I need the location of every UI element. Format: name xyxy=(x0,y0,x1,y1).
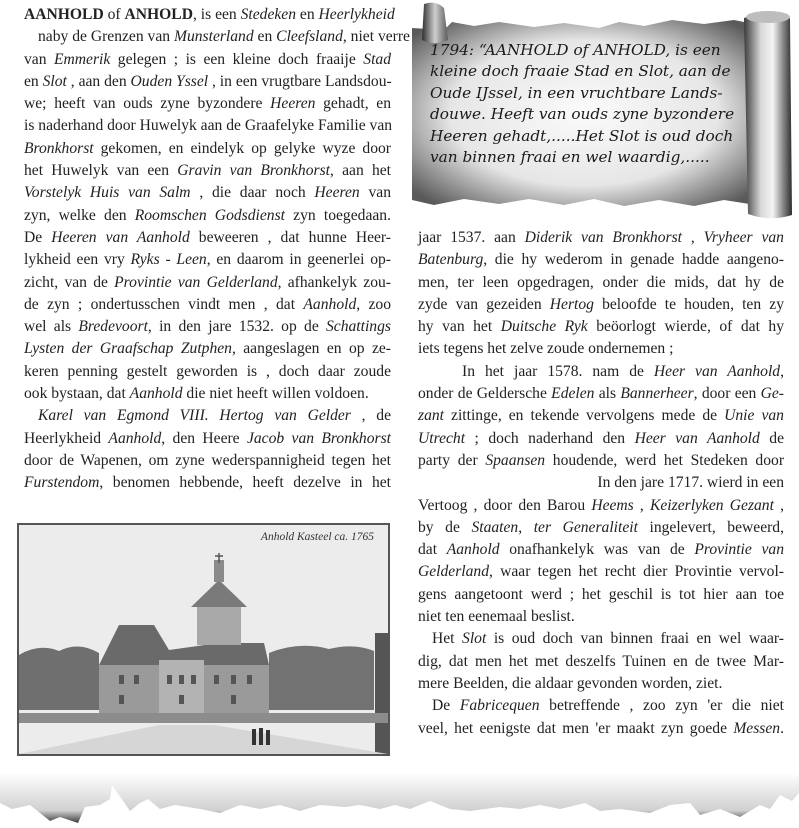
text-line: De Heeren van Aanhold beweeren , dat hunne Heer- xyxy=(24,228,391,246)
text-line: In den jare 1717. wierd in een xyxy=(597,474,784,492)
text-line: iets tegens het zelve zoude ondernemen ; xyxy=(418,340,674,358)
text-line: en Slot , aan den Ouden Yssel , in een vrugtbare Landsdou- xyxy=(24,72,392,90)
text-line: zyn, welke den Roomschen Godsdienst zyn toegedaan. xyxy=(24,206,391,224)
text-line: zicht, van de Provintie van Gelderland, afhankelyk zou- xyxy=(24,273,391,291)
text-line: In het jaar 1578. nam de Heer van Aanhold, xyxy=(462,362,785,380)
quote-line: Oude IJssel, in een vruchtbare Lands- xyxy=(430,83,723,102)
text-line: zyde van gezeiden Hertog beloofde te houden, ten zy xyxy=(418,295,784,313)
text-line: Furstendom, benomen hebbende, heeft dezelve in het xyxy=(24,474,391,492)
text-line: mere Beelden, die aldaar gevonden worden, ziet. xyxy=(418,674,723,692)
text-line: party der Spaansen houdende, werd het Stedeken door xyxy=(418,451,785,469)
text-line: lykheid een vry Ryks - Leen, en daarom in geenerlei op- xyxy=(24,251,391,269)
image-caption: Anhold Kasteel ca. 1765 xyxy=(260,531,374,543)
text-line: Heerlykheid Aanhold, den Heere Jacob van Bronkhorst xyxy=(24,429,391,447)
right-text-column xyxy=(418,227,784,740)
torn-paper-edge-decoration xyxy=(0,765,799,828)
quote-line: Heeren gehadt,.....Het Slot is oud doch xyxy=(430,126,734,145)
quote-line: van binnen fraai en wel waardig,..... xyxy=(430,148,710,167)
text-line: men, ter leen opgedragen, onder die mids, dat hy de xyxy=(418,273,784,291)
text-line: ook bystaan, dat Aanhold die niet heeft willen voldoen. xyxy=(24,385,369,403)
quote-line: douwe. Heeft van ouds zyne byzondere xyxy=(430,105,735,124)
text-line: De Fabricequen betreffende , zoo zyn 'er die niet xyxy=(432,697,784,715)
text-line: gens aangetoont werd ; het geschil is tot hier aan toe xyxy=(418,585,784,603)
text-line: veel, het eenigste dat men 'er maakt zyn goede Messen. xyxy=(418,719,784,737)
text-line: dat Aanhold onafhankelyk was van de Provintie van xyxy=(418,541,784,559)
text-line: de zyn ; ondertusschen vindt men , dat Aanhold, zoo xyxy=(24,295,392,313)
text-line: Lysten der Graafschap Zutphen, aangeslagen en op ze- xyxy=(24,340,391,358)
text-line: wel als Bredevoort, in den jare 1532. op de Schattings xyxy=(24,318,391,336)
text-line: keren penning gestelt geworden is , doch daar zoude xyxy=(24,362,391,380)
text-line: onder de Geldersche Edelen als Bannerheer, door een Ge- xyxy=(418,385,784,403)
quote-line: kleine doch fraaie Stad en Slot, aan de xyxy=(430,62,731,81)
text-line: Bronkhorst gekomen, en eindelyk op gelyke wyze door xyxy=(24,139,391,157)
parchment-scroll-quote xyxy=(404,0,797,225)
text-line: Karel van Egmond VIII. Hertog van Gelder , de xyxy=(38,407,391,425)
text-line: van Emmerik gelegen ; is een kleine doch fraaije Stad xyxy=(24,50,391,68)
scroll-quote-text xyxy=(430,40,740,168)
text-line: naby de Grenzen van Munsterland en Cleefsland, niet verre xyxy=(38,28,410,46)
text-line: zant zittinge, en tekende vervolgens mede de Unie van xyxy=(418,407,784,425)
castle-engraving-image xyxy=(17,523,390,756)
text-line: by de Staaten, ter Generaliteit ingelevert, beweerd, xyxy=(418,518,784,536)
text-line: hy van het Duitsche Ryk beöorlogt wierde, of dat hy xyxy=(418,318,785,336)
text-line: we; heeft van ouds zyne byzondere Heeren gehadt, en xyxy=(24,95,392,113)
quote-line: 1794: “AANHOLD of ANHOLD, is een xyxy=(430,41,721,59)
text-line: door de Wapenen, om zyne wederspannigheid tegen het xyxy=(24,451,391,469)
text-line: Vorstelyk Huis van Salm , die daar noch Heeren van xyxy=(24,184,391,202)
text-line: Utrecht ; doch naderhand den Heer van Aanhold de xyxy=(418,429,784,447)
text-line: Het Slot is oud doch van binnen fraai en wel waar- xyxy=(432,630,784,648)
text-line: AANHOLD of ANHOLD, is een Stedeken en Heerlykheid xyxy=(24,6,395,23)
text-line: het Huwelyk van een Gravin van Bronkhorst, aan het xyxy=(24,162,392,180)
text-line: Vertoog , door den Barou Heems , Keizerlyken Gezant , xyxy=(418,496,785,514)
text-line: Gelderland, waar tegen het recht dier Provintie vervol- xyxy=(418,563,784,581)
text-line: dig, dat men het met deszelfs Tuinen en de twee Mar- xyxy=(418,652,784,670)
text-line: jaar 1537. aan Diderik van Bronkhorst , Vryheer van xyxy=(418,229,784,246)
left-text-column xyxy=(24,4,410,495)
text-line: niet ten eenemaal beslist. xyxy=(418,608,575,626)
text-line: is naderhand door Huwelyk aan de Graafelyke Familie van xyxy=(24,117,393,135)
text-line: Batenburg, die hy wederom in genade hadde aangeno- xyxy=(418,251,784,269)
castle-illustration xyxy=(19,525,388,754)
